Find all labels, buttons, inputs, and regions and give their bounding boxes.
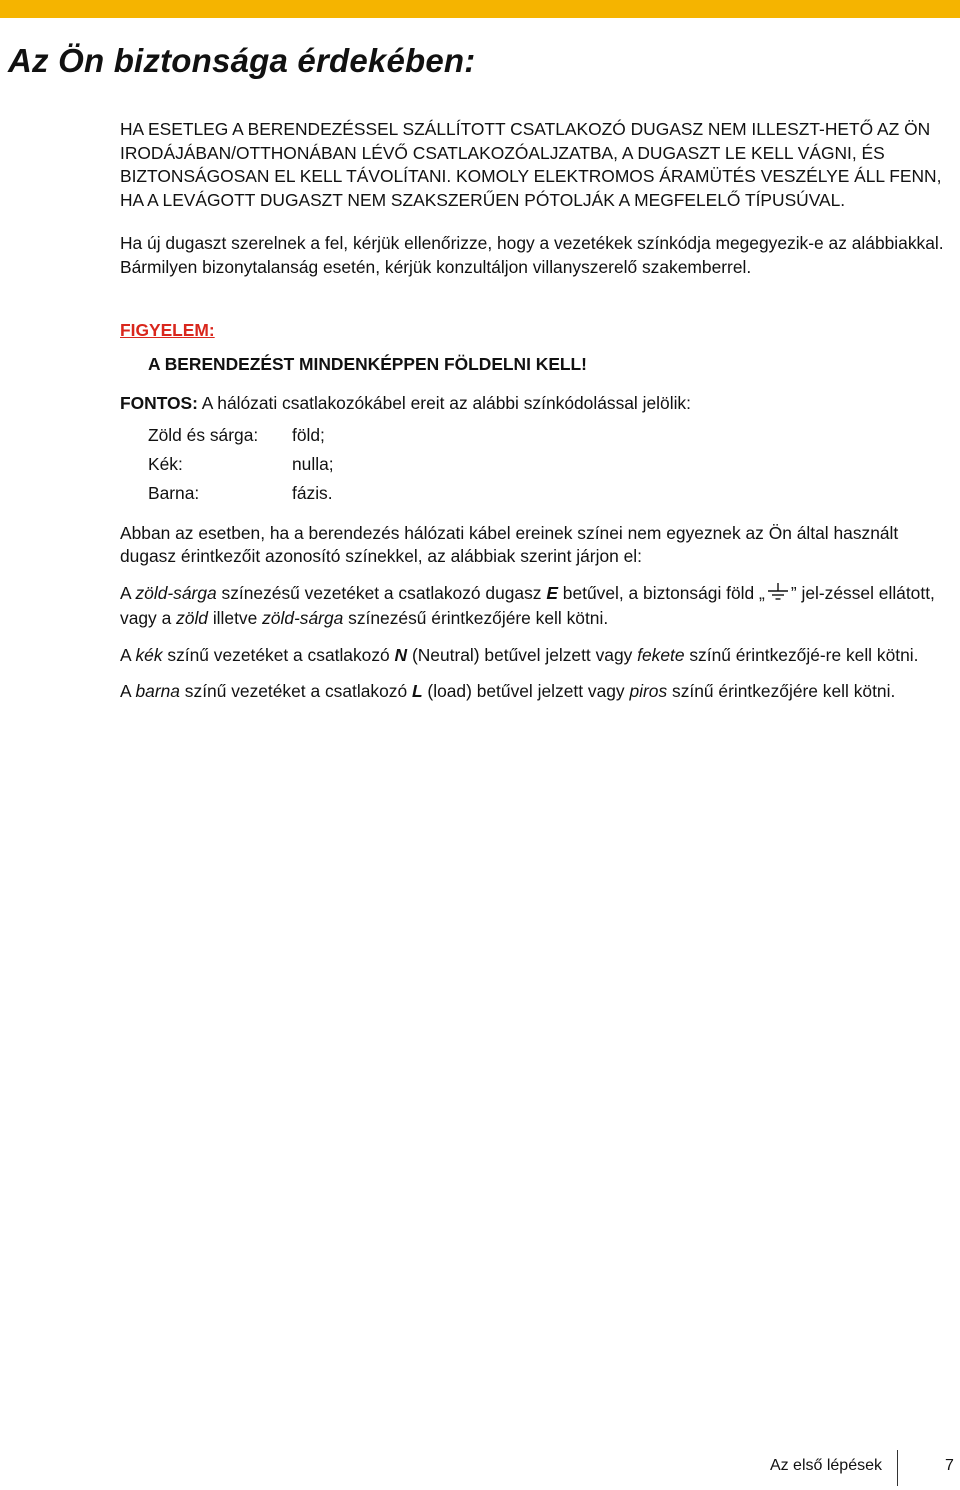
text-run: fekete [637,644,685,665]
text-run: ” jel-zéssel ellátott, vagy a [120,582,935,628]
wire-meaning: föld; [292,425,325,446]
text-run: piros [629,681,668,701]
table-row [148,480,334,509]
green-yellow-wire-instruction [120,582,950,631]
plug-warning-paragraph: HA ESETLEG A BERENDEZÉSSEL SZÁLLÍTOTT CSATLAKOZÓ DUGASZ NEM ILLESZT-HETŐ AZ ÖN IRODÁJÁBAN/OTTHONÁBAN LÉVŐ CSATLAKOZÓALJZATBA, A DUGASZT LE KELL VÁGNI, ÉS BIZTONSÁGOSAN EL KELL TÁVOLÍTANI. KOMOLY ELEKTROMOS ÁRAMÜTÉS VESZÉLYE ÁLL FENN, HA A LEVÁGOTT DUGASZT NEM SZAKSZERŰEN PÓTOLJÁK A MEGFELELŐ TÍPUSÚVAL. [120,119,942,210]
text-run: (load) betűvel jelzett vagy [422,681,630,701]
text-run: színezésű érintkezőjére kell kötni. [343,608,609,628]
wire-color: Zöld és sárga: [148,425,259,446]
mismatch-intro: Abban az esetben, ha a berendezés hálózati kábel ereinek színei nem egyeznek az Ön által használt dugasz érintkezőit azonosító színekkel, az alábbiak szerint járjon el: [120,522,899,566]
table-row [148,451,334,480]
page-title: Az Ön biztonsága érdekében: [8,42,476,79]
important-text: A hálózati csatlakozókábel ereit az alábbi színkódolással jelölik: [197,393,691,413]
text-run: E [546,582,558,603]
new-plug-note: Ha új dugaszt szerelnek a fel, kérjük ellenőrizze, hogy a vezetékek színkódja megegyezik-e az alábbiakkal. Bármilyen bizonytalanság esetén, kérjük konzultáljon villanyszerelő szakemberrel. [120,233,944,277]
text-run: illetve [207,608,263,628]
footer-divider [897,1450,898,1486]
wire-color: Kék: [148,454,183,475]
brown-wire-instruction [120,680,950,704]
wire-meaning: nulla; [292,454,334,475]
text-run: kék [135,644,163,665]
wire-color-table [148,422,334,509]
ground-icon [767,583,789,608]
page-number: 7 [945,1457,954,1474]
page-footer [0,1448,960,1488]
wire-color: Barna: [148,483,200,504]
text-run: (Neutral) betűvel jelzett vagy [407,644,638,665]
text-run: betűvel, a biztonsági föld „ [557,582,765,603]
text-run: A [120,681,136,701]
text-run: színű érintkezőjére kell kötni. [667,681,896,701]
text-run: színű érintkezőjé-re kell kötni. [684,644,919,665]
blue-wire-instruction [120,644,950,668]
text-run: barna [135,681,180,701]
text-run: zöld [176,608,208,628]
text-run: színezésű vezetéket a csatlakozó dugasz [216,582,547,603]
wire-meaning: fázis. [292,483,333,504]
text-run: zöld-sárga [135,582,217,603]
top-accent-bar [0,0,960,18]
safety-content [120,118,950,704]
ground-requirement: A BERENDEZÉST MINDENKÉPPEN FÖLDELNI KELL! [148,353,587,374]
footer-section-title: Az első lépések [769,1457,882,1474]
text-run: zöld-sárga [262,608,344,628]
text-run: A [120,644,136,665]
text-run: színű vezetéket a csatlakozó [179,681,412,701]
text-run: A [120,582,136,603]
text-run: színű vezetéket a csatlakozó [162,644,395,665]
text-run: L [411,681,423,701]
attention-label: FIGYELEM: [120,320,215,340]
table-row [148,422,334,451]
important-note [120,392,950,416]
text-run: N [394,644,408,665]
important-label: FONTOS: [120,393,198,413]
